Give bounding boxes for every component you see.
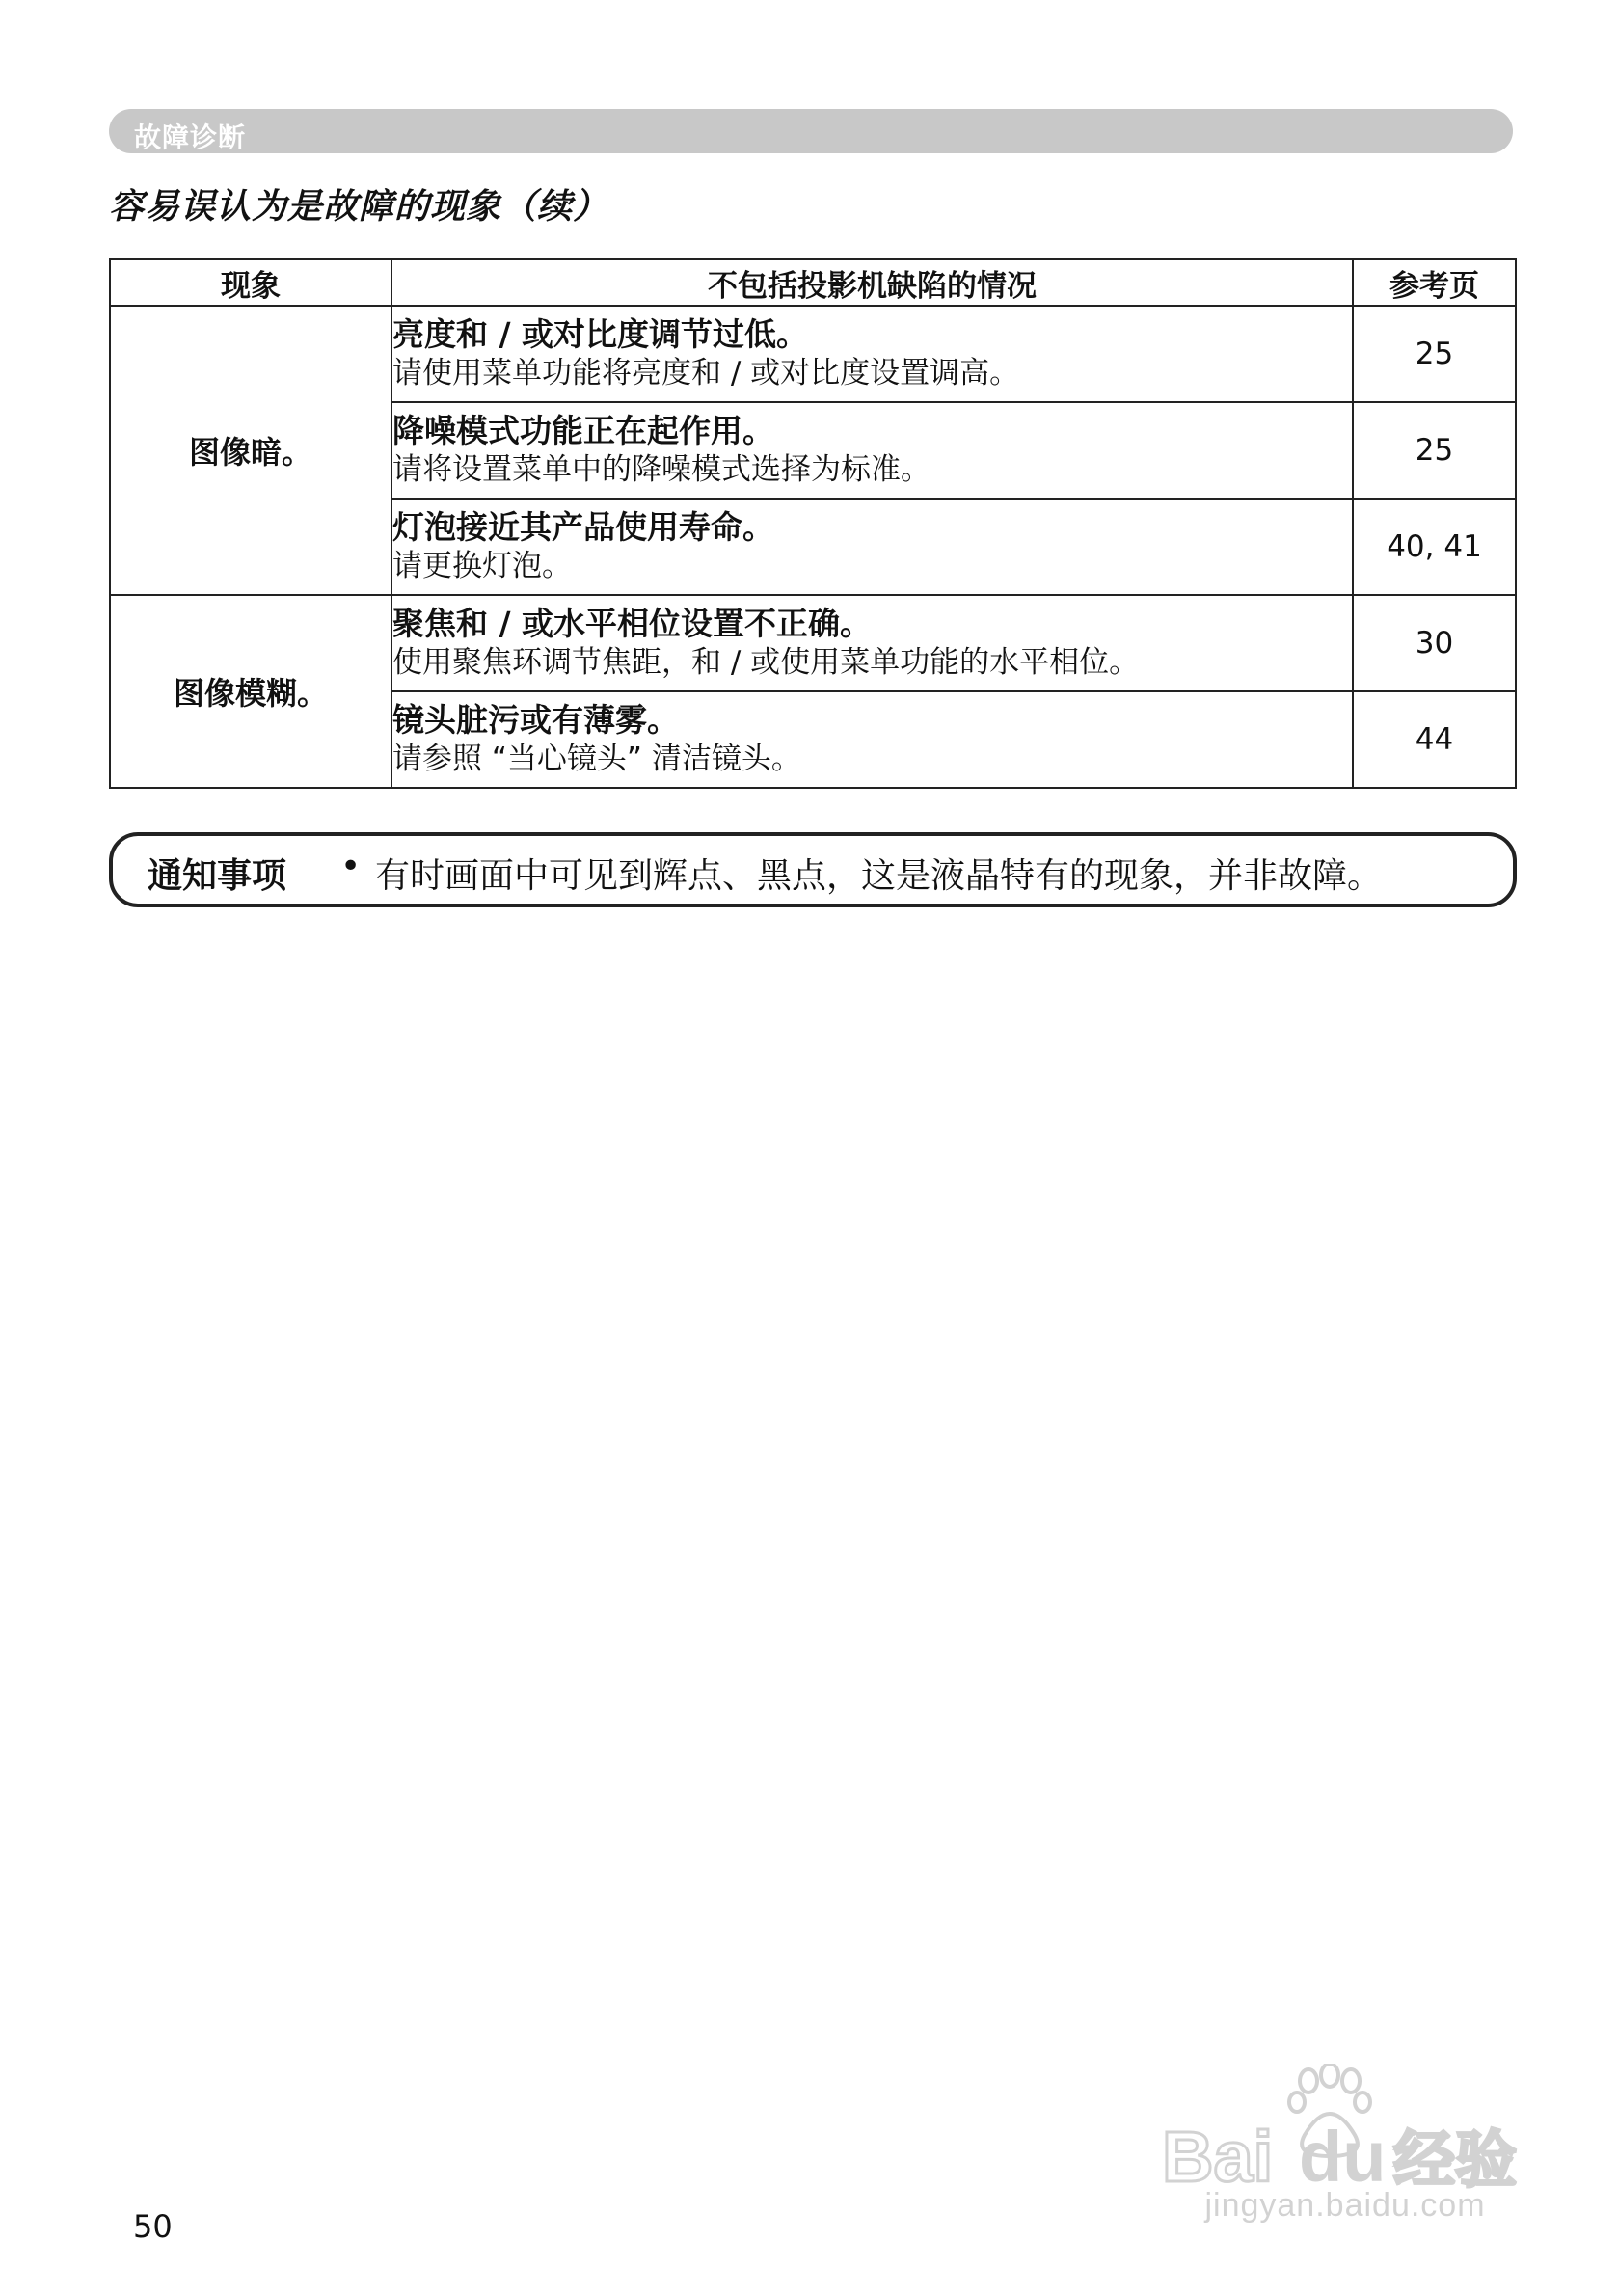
cause-title: 灯泡接近其产品使用寿命。 — [392, 508, 774, 546]
cause-description: 请将设置菜单中的降噪模式选择为标准。 — [392, 452, 930, 487]
svg-text:Bai: Bai — [1162, 2117, 1274, 2189]
reference-page: 25 — [1353, 306, 1516, 402]
reference-page: 40, 41 — [1353, 499, 1516, 595]
troubleshooting-table — [109, 258, 1517, 789]
reference-page: 25 — [1353, 402, 1516, 499]
baidu-paw-logo — [1162, 2064, 1538, 2189]
section-header-title: 故障诊断 — [134, 122, 247, 153]
cause-title: 亮度和 / 或对比度调节过低。 — [392, 315, 809, 353]
notice-box — [109, 832, 1517, 907]
table-row — [110, 306, 1516, 402]
cause-cell — [391, 691, 1353, 788]
header-reference: 参考页 — [1353, 259, 1516, 306]
table-header-row — [110, 259, 1516, 306]
cause-cell — [391, 595, 1353, 691]
header-symptom: 现象 — [110, 259, 391, 306]
cause-description: 请使用菜单功能将亮度和 / 或对比度设置调高。 — [392, 356, 1020, 391]
reference-page: 30 — [1353, 595, 1516, 691]
cause-cell — [391, 402, 1353, 499]
watermark-url: jingyan.baidu.com — [1204, 2187, 1486, 2224]
reference-page: 44 — [1353, 691, 1516, 788]
symptom-cell: 图像模糊。 — [110, 595, 391, 788]
svg-text:经验: 经验 — [1393, 2125, 1517, 2189]
symptom-cell: 图像暗。 — [110, 306, 391, 595]
baidu-jingyan-watermark — [1152, 2064, 1538, 2247]
cause-description: 请参照 “当心镜头” 清洁镜头。 — [392, 742, 801, 776]
header-cause: 不包括投影机缺陷的情况 — [391, 259, 1353, 306]
page-subtitle: 容易误认为是故障的现象（续） — [109, 187, 609, 227]
notice-bullet: • — [340, 847, 362, 886]
cause-title: 聚焦和 / 或水平相位设置不正确。 — [392, 605, 873, 642]
cause-description: 使用聚焦环调节焦距，和 / 或使用菜单功能的水平相位。 — [392, 645, 1140, 680]
notice-label: 通知事项 — [148, 856, 287, 896]
svg-text:du: du — [1299, 2117, 1387, 2189]
cause-description: 请更换灯泡。 — [392, 549, 572, 583]
cause-title: 降噪模式功能正在起作用。 — [392, 412, 774, 449]
notice-text: 有时画面中可见到辉点、黑点，这是液晶特有的现象，并非故障。 — [375, 856, 1383, 896]
cause-cell — [391, 306, 1353, 402]
section-header-bar — [109, 109, 1513, 153]
cause-title: 镜头脏污或有薄雾。 — [392, 701, 679, 739]
page-number: 50 — [133, 2208, 173, 2245]
cause-cell — [391, 499, 1353, 595]
table-row — [110, 595, 1516, 691]
